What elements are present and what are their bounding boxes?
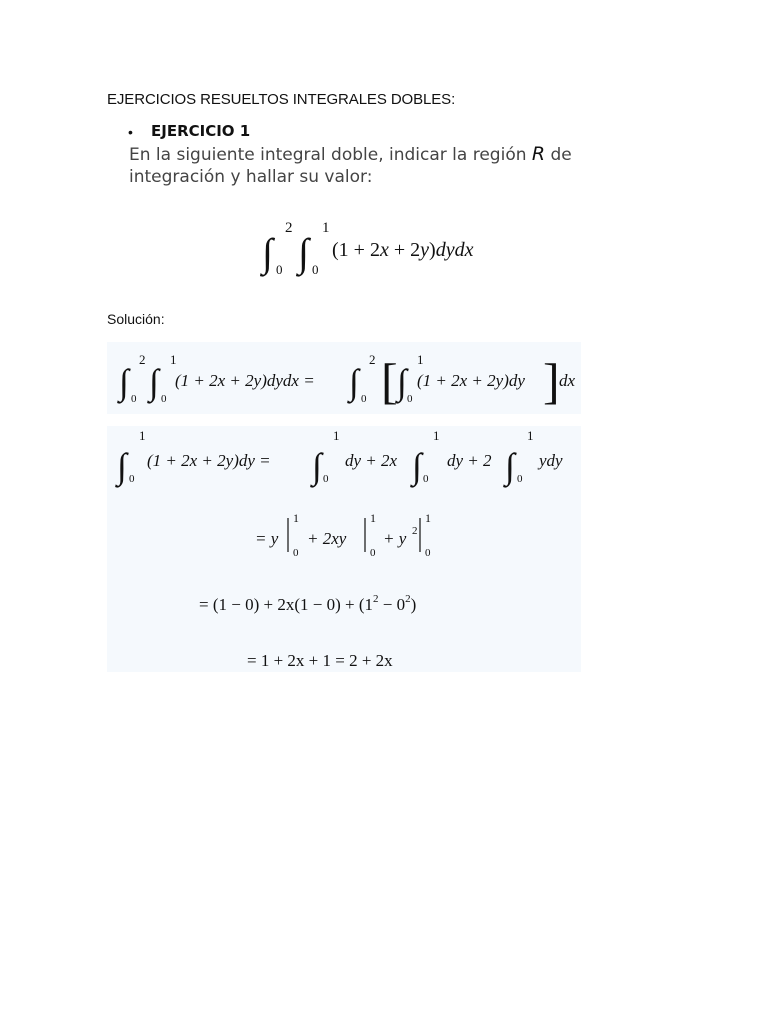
rhs-differential: dx [559, 371, 576, 390]
integral-sign: ∫ [149, 362, 159, 402]
inner-integral-sign: ∫ [298, 230, 309, 275]
statement-text-2: de integración y hallar su valor: [129, 145, 572, 187]
upper-limit: 1 [333, 428, 340, 443]
line2-term1: dy + 2x [345, 451, 398, 470]
solution-label: Solución: [107, 311, 165, 327]
line3-term2: + 2xy [307, 529, 347, 548]
upper-limit: 2 [369, 352, 376, 367]
solution-step-1 [107, 342, 581, 414]
eval-upper: 1 [425, 511, 431, 525]
lower-limit: 0 [131, 393, 137, 405]
solution-step-2-box [107, 426, 581, 672]
eval-lower: 0 [370, 547, 376, 559]
integral-sign: ∫ [397, 362, 407, 402]
integral-sign: ∫ [117, 446, 127, 486]
integral-sign: ∫ [412, 446, 422, 486]
lower-limit: 0 [423, 473, 429, 485]
bullet-marker: • [128, 124, 133, 140]
upper-limit: 1 [417, 352, 424, 367]
left-bracket: [ [381, 353, 398, 409]
upper-limit: 1 [433, 428, 440, 443]
rhs-expression: (1 + 2x + 2y)dy [417, 371, 525, 390]
line2-term2: dy + 2 [447, 451, 492, 470]
lower-limit: 0 [161, 393, 167, 405]
main-integral-equation [260, 212, 520, 284]
integral-sign: ∫ [119, 362, 129, 402]
line2-lhs: (1 + 2x + 2y)dy = [147, 451, 271, 470]
integrand: (1 + 2x + 2y)dydx [332, 239, 474, 261]
upper-limit: 2 [139, 352, 146, 367]
statement-text-1: En la siguiente integral doble, indicar la región [129, 145, 532, 165]
solution-step-1-box [107, 342, 581, 414]
exponent: 2 [412, 525, 418, 537]
line4: = $(1 - 0) + 2x(1 - 0) + (1^2 - 0^2)$ [199, 593, 417, 614]
eval-lower: 0 [425, 547, 431, 559]
line3-term3: + y [383, 529, 407, 548]
exercise-title: EJERCICIO 1 [151, 122, 251, 140]
upper-limit: 1 [139, 428, 146, 443]
outer-integral-sign: ∫ [262, 230, 273, 275]
eval-upper: 1 [370, 511, 376, 525]
lower-limit: 0 [407, 393, 413, 405]
lower-limit: 0 [361, 393, 367, 405]
eval-upper: 1 [293, 511, 299, 525]
inner-upper-limit: 1 [322, 220, 330, 236]
exercise-statement [129, 143, 599, 188]
integral-sign: ∫ [505, 446, 515, 486]
lhs-expression: (1 + 2x + 2y)dydx = [175, 371, 315, 390]
line2-term3: ydy [539, 451, 563, 470]
outer-lower-limit: 0 [276, 262, 283, 277]
integral-sign: ∫ [312, 446, 322, 486]
upper-limit: 1 [527, 428, 534, 443]
eval-lower: 0 [293, 547, 299, 559]
lower-limit: 0 [517, 473, 523, 485]
upper-limit: 1 [170, 352, 177, 367]
inner-lower-limit: 0 [312, 262, 319, 277]
region-variable: R [531, 143, 546, 165]
lower-limit: 0 [129, 473, 135, 485]
solution-step-2 [107, 426, 581, 672]
integral-sign: ∫ [349, 362, 359, 402]
right-bracket: ] [543, 353, 560, 409]
lower-limit: 0 [323, 473, 329, 485]
line3-start: = y [255, 529, 279, 548]
line5: = 1 + 2x + 1 = 2 + 2x [247, 651, 393, 670]
outer-upper-limit: 2 [285, 220, 293, 236]
document-heading: EJERCICIOS RESUELTOS INTEGRALES DOBLES: [107, 91, 456, 108]
